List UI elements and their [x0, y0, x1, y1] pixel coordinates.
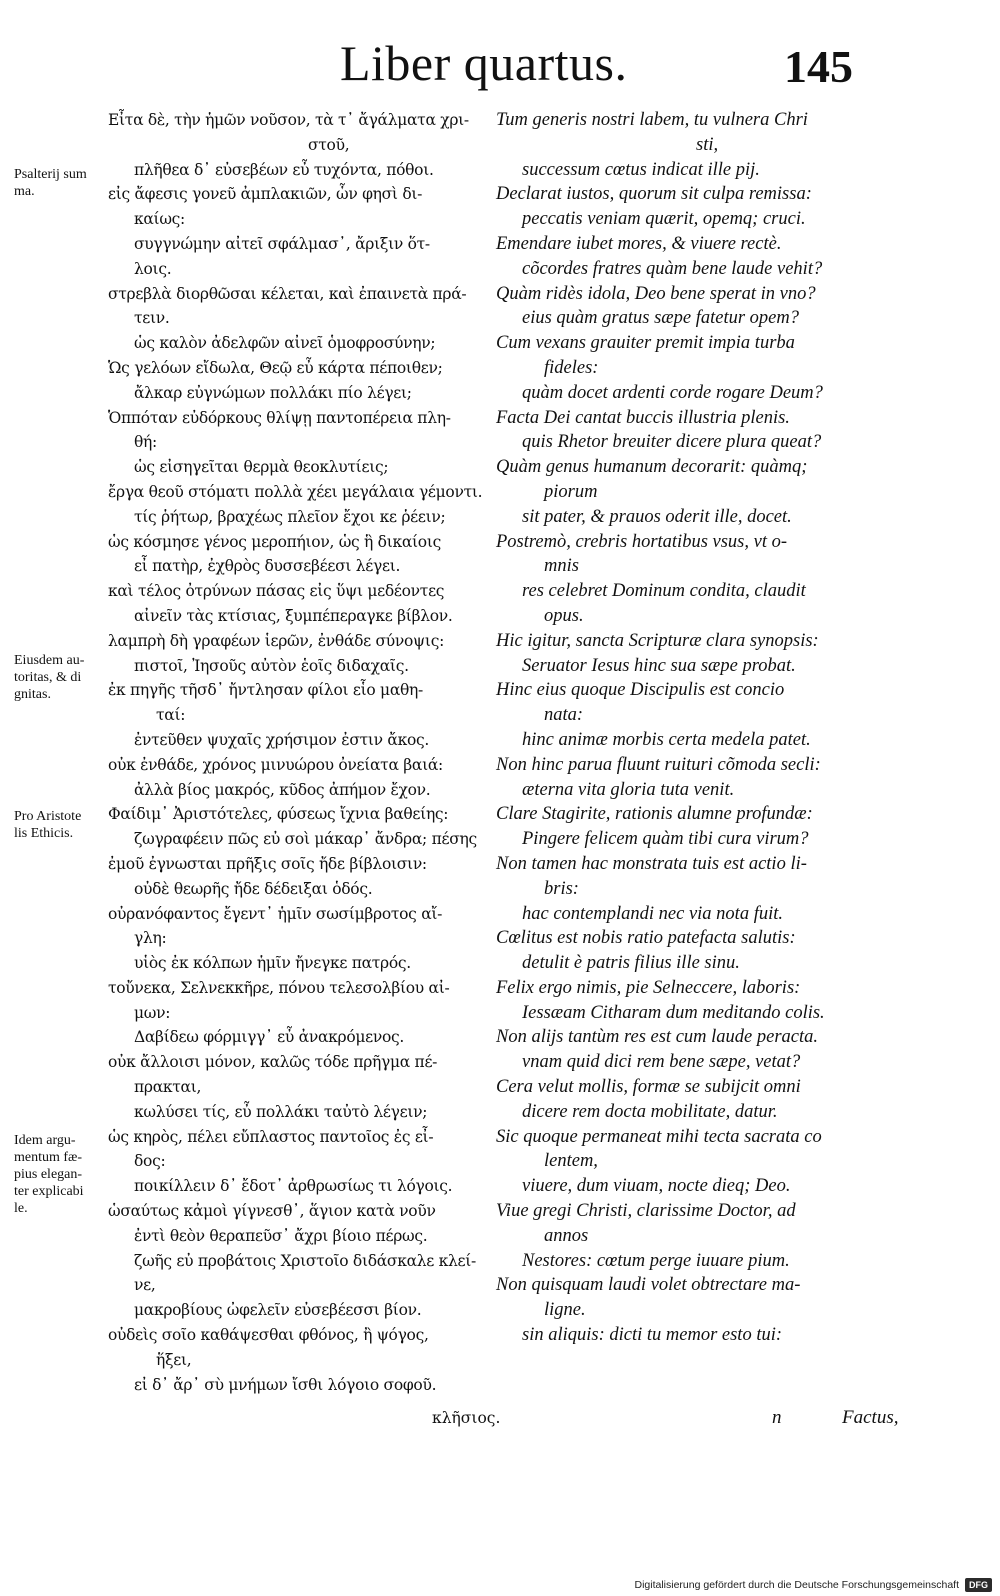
margin-note: Psalterij sum ma.: [14, 167, 87, 199]
latin-line: Cœlitus est nobis ratio patefacta salutis:: [496, 928, 796, 949]
latin-line: Emendare iubet mores, & viuere rectè.: [496, 233, 782, 254]
greek-line: καίως:: [134, 210, 185, 229]
greek-line: θή:: [134, 433, 157, 452]
greek-line: εἶ πατὴρ, ἐχθρὸς δυσσεβέεσι λέγει.: [134, 557, 401, 576]
signature-mark: n: [772, 1407, 782, 1428]
latin-line: annos: [544, 1225, 589, 1246]
latin-line: fideles:: [544, 357, 599, 378]
latin-line: res celebret Dominum condita, claudit: [522, 581, 806, 602]
greek-line: ἐμοῦ ἐγνωσται πρῆξις σοῖς ἤδε βίβλοισιν:: [108, 854, 427, 873]
greek-line: συγγνώμην αἰτεῖ σφάλμασ᾽, ἄριξιν ὅτ-: [134, 234, 430, 253]
greek-line: ζωγραφέειν πῶς εὐ σοὶ μάκαρ᾽ ἄνδρα; πέσης: [134, 830, 477, 849]
latin-line: Hic igitur, sancta Scripturæ clara synopsis:: [496, 630, 819, 651]
greek-line: ὡς κηρὸς, πέλει εὔπλαστος παντοῖος ἐς εἶ-: [108, 1127, 434, 1146]
latin-line: hac contemplandi nec via nota fuit.: [522, 903, 783, 924]
greek-line: τοὔνεκα, Σελνεκκῆρε, πόνου τελεσολβίου αἰ-: [108, 978, 450, 997]
greek-line: αἰνεῖν τὰς κτίσιας, ξυμπέπεραγκε βίβλον.: [134, 606, 453, 625]
greek-column: [108, 108, 493, 1397]
greek-line: οὐκ ἐνθάδε, χρόνος μινυώρου ὀνείατα βαιά:: [108, 755, 443, 774]
greek-line: εἰς ἄφεσις γονεῦ ἀμπλακιῶν, ὧν φησὶ δι-: [108, 185, 423, 204]
greek-line: ἔργα θεοῦ στόματι πολλὰ χέει μεγάλαια γέμοντι.: [108, 482, 483, 501]
greek-line: γλη:: [134, 929, 167, 948]
greek-catchword: κλῆσιος.: [432, 1409, 501, 1427]
margin-note: Idem argu- mentum fæ- pius elegan- ter explicabi le.: [14, 1133, 84, 1216]
greek-line: Εἶτα δὲ, τὴν ἡμῶν νοῦσον, τὰ τ᾽ ἄγάλματα χρι-: [108, 111, 469, 129]
latin-line: Clare Stagirite, rationis alumne profundæ:: [496, 804, 813, 825]
latin-line: Hinc eius quoque Discipulis est concio: [496, 680, 785, 701]
latin-line: successum cœtus indicat ille pij.: [522, 159, 760, 180]
latin-line: bris:: [544, 878, 579, 899]
greek-line: λαμπρὴ δὴ γραφέων ἱερῶν, ἐνθάδε σύνοψις:: [108, 631, 444, 650]
greek-line: κωλύσει τίς, εὖ πολλάκι ταὐτὸ λέγειν;: [134, 1102, 428, 1121]
greek-line: ὡς καλὸν ἀδελφῶν αἰνεῖ ὁμοφροσύνην;: [134, 334, 436, 353]
latin-line: Felix ergo nimis, pie Selneccere, laboris:: [496, 977, 801, 998]
greek-line: στοῦ,: [308, 135, 350, 154]
greek-line: τειν.: [134, 309, 170, 328]
latin-line: Cum vexans grauiter premit impia turba: [496, 333, 795, 354]
greek-line: οὐδεὶς σοῖο καθάψεσθαι φθόνος, ἢ ψόγος,: [108, 1326, 429, 1345]
latin-line: hinc animæ morbis certa medela patet.: [522, 729, 811, 750]
greek-line: τίς ῥήτωρ, βραχέως πλεῖον ἔχοι κε ῥέειν;: [134, 507, 446, 526]
greek-line: Φαίδιμ᾽ Ἀριστότελες, φύσεως ἴχνια βαθείης:: [108, 805, 449, 824]
latin-line: sti,: [696, 134, 719, 155]
margin-note: Pro Aristote lis Ethicis.: [14, 809, 82, 841]
greek-line: ἐκ πηγῆς τῆσδ᾽ ἤντλησαν φίλοι εἷο μαθη-: [108, 681, 423, 700]
greek-line: ἐντεῦθεν ψυχαῖς χρήσιμον ἐστιν ἄκος.: [134, 730, 429, 749]
latin-line: Non tamen hac monstrata tuis est actio li-: [496, 853, 807, 874]
latin-line: Non quisquam laudi volet obtrectare ma-: [496, 1275, 801, 1296]
latin-line: quàm docet ardenti corde rogare Deum?: [522, 382, 823, 403]
latin-line: sit pater, & prauos oderit ille, docet.: [522, 506, 792, 527]
greek-line: μων:: [134, 1003, 171, 1022]
latin-line: detulit è patris filius ille sinu.: [522, 953, 740, 974]
greek-line: Δαβίδεω φόρμιγγ᾽ εὖ ἀνακρόμενος.: [134, 1028, 405, 1047]
latin-line: vnam quid dici rem bene sæpe, vetat?: [522, 1052, 801, 1073]
latin-line: Postremò, crebris hortatibus vsus, vt o-: [496, 531, 788, 552]
latin-line: Nestores: cœtum perge iuuare pium.: [522, 1250, 790, 1271]
greek-line: οὐρανόφαντος ἔγεντ᾽ ἡμῖν σωσίμβροτος αἴ-: [108, 904, 443, 923]
latin-line: Facta Dei cantat buccis illustria plenis.: [496, 407, 790, 428]
latin-line: cõcordes fratres quàm bene laude vehit?: [522, 258, 823, 279]
dfg-logo: DFG: [965, 1578, 992, 1592]
greek-line: δος:: [134, 1152, 166, 1171]
latin-line: eius quàm gratus sæpe fatetur opem?: [522, 308, 799, 329]
latin-line: piorum: [544, 481, 598, 502]
latin-line: opus.: [544, 605, 584, 626]
greek-line: ὡς εἰσηγεῖται θερμὰ θεοκλυτίεις;: [134, 458, 389, 477]
greek-line: ἐντὶ θεὸν θεραπεῦσ᾽ ἄχρι βίοιο πέρως.: [134, 1226, 428, 1245]
greek-line: Ὁππόταν εὐδόρκους θλίψῃ παντοπέρεια πλη-: [108, 408, 451, 427]
latin-line: Quàm ridès idola, Deo bene sperat in vno?: [496, 283, 816, 304]
greek-line: υἱὸς ἐκ κόλπων ἡμῖν ἤνεγκε πατρός.: [134, 954, 411, 973]
greek-line: πλῆθεα δ᾽ εὐσεβέων εὖ τυχόντα, πόθοι.: [134, 160, 434, 179]
footer-credit: Digitalisierung gefördert durch die Deutsche Forschungsgemeinschaft: [634, 1579, 959, 1591]
latin-line: dicere rem docta mobilitate, datur.: [522, 1101, 778, 1122]
latin-line: Sic quoque permaneat mihi tecta sacrata co: [496, 1126, 822, 1147]
greek-line: οὐκ ἄλλοισι μόνον, καλῶς τόδε πρῆγμα πέ-: [108, 1053, 438, 1072]
latin-line: lentem,: [544, 1151, 598, 1172]
catchword: Factus,: [842, 1407, 899, 1428]
latin-line: viuere, dum viuam, nocte dieq; Deo.: [522, 1176, 791, 1197]
latin-column: [496, 108, 888, 1348]
greek-line: πρακται,: [134, 1078, 202, 1097]
greek-line: Ὡς γελόων εἴδωλα, Θεῷ εὖ κάρτα πέποιθεν;: [108, 358, 443, 377]
greek-line: στρεβλὰ διορθῶσαι κέλεται, καὶ ἐπαινετὰ πρά-: [108, 284, 467, 303]
latin-line: Pingere felicem quàm tibi cura virum?: [522, 829, 809, 850]
latin-line: æterna vita gloria tuta venit.: [522, 779, 735, 800]
latin-line: Declarat iustos, quorum sit culpa remissa:: [496, 184, 812, 205]
margin-note: Eiusdem au- toritas, & di gnitas.: [14, 653, 85, 702]
greek-line: εἰ δ᾽ ἄρ᾽ σὺ μνήμων ἴσθι λόγοιο σοφοῦ.: [134, 1375, 437, 1394]
latin-line: Non alijs tantùm res est cum laude peracta.: [496, 1027, 819, 1048]
latin-line: ligne.: [544, 1300, 586, 1321]
latin-line: Seruator Iesus hinc sua sæpe probat.: [522, 655, 796, 676]
greek-line: ζωῆς εὐ προβάτοις Χριστοῖο διδάσκαλε κλεί-: [134, 1251, 476, 1270]
latin-line: Non hinc parua fluunt ruituri cõmoda secli:: [496, 754, 821, 775]
latin-line: quis Rhetor breuiter dicere plura queat?: [522, 432, 822, 453]
latin-line: Tum generis nostri labem, tu vulnera Chri: [496, 110, 808, 130]
greek-line: οὐδὲ θεωρῆς ἤδε δέδειξαι ὁδός.: [134, 879, 373, 898]
greek-line: πιστοῖ, Ἰησοῦς αὐτὸν ἑοῖς διδαχαῖς.: [134, 656, 409, 675]
greek-line: μακροβίους ὠφελεῖν εὐσεβέεσσι βίον.: [134, 1301, 422, 1320]
digitization-footer: [634, 1578, 992, 1592]
greek-line: ὡς κόσμησε γένος μεροπήιον, ὡς ἣ δικαίοις: [108, 532, 441, 551]
greek-line: καὶ τέλος ὀτρύνων πάσας εἰς ὕψι μεδέοντες: [108, 582, 445, 601]
latin-line: Iessæam Citharam dum meditando colis.: [522, 1002, 825, 1023]
page-title: Liber quartus.: [340, 35, 628, 91]
latin-line: sin aliquis: dicti tu memor esto tui:: [522, 1325, 783, 1346]
greek-line: λοις.: [134, 259, 172, 278]
greek-line: ἥξει,: [156, 1350, 192, 1369]
greek-line: νε,: [134, 1276, 156, 1295]
page-number: 145: [784, 41, 853, 92]
latin-line: peccatis veniam quærit, opemq; cruci.: [522, 209, 806, 230]
latin-line: Cera velut mollis, formæ se subijcit omni: [496, 1077, 801, 1098]
latin-line: Quàm genus humanum decorarit: quàmq;: [496, 457, 808, 478]
latin-line: mnis: [544, 556, 579, 577]
latin-line: nata:: [544, 705, 584, 726]
latin-line: Viue gregi Christi, clarissime Doctor, ad: [496, 1201, 796, 1222]
greek-line: ἄλκαρ εὐγνώμων πολλάκι πίο λέγει;: [134, 383, 412, 402]
greek-line: ταί:: [156, 706, 186, 725]
greek-line: ἀλλὰ βίος μακρός, κῦδος ἀπήμον ἔχον.: [134, 780, 431, 799]
greek-line: ὡσαύτως κἀμοὶ γίγνεσθ᾽, ἅγιον κατὰ νοῦν: [108, 1202, 436, 1221]
greek-line: ποικίλλειν δ᾽ ἔδοτ᾽ ἀρθρωσίως τι λόγοις.: [134, 1177, 453, 1196]
